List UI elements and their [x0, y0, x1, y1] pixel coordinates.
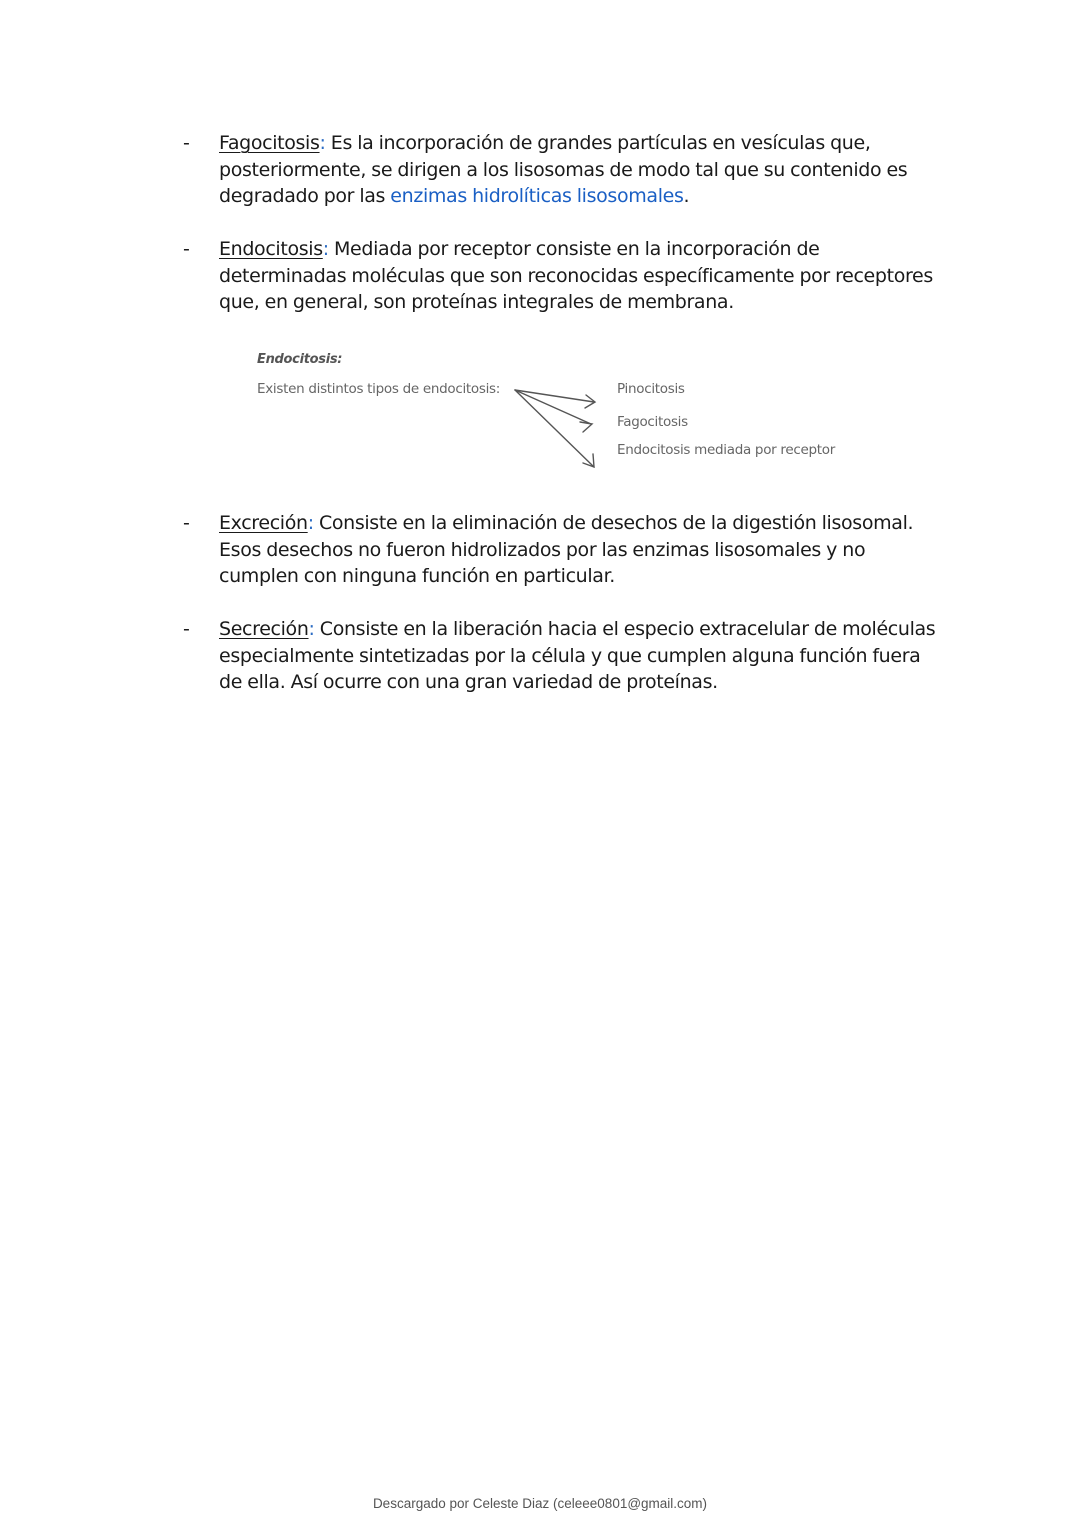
term-endocitosis: Endocitosis [219, 238, 323, 260]
term-excrecion: Excreción [219, 512, 308, 534]
term-colon: : [308, 618, 315, 640]
figure-title: Endocitosis: [257, 352, 343, 367]
figure-option-endocitosis-receptor: Endocitosis mediada por receptor [617, 442, 835, 458]
download-footer: Descargado por Celeste Diaz (celeee0801@gmail.com) [372, 1496, 708, 1511]
enzimas-link[interactable]: enzimas hidrolíticas lisosomales [390, 185, 684, 207]
list-item-body [219, 510, 941, 590]
term-fagocitosis: Fagocitosis [219, 132, 320, 154]
figure-subtitle: Existen distintos tipos de endocitosis: [257, 381, 501, 397]
term-colon: : [307, 512, 314, 534]
item-text: Consiste en la liberación hacia el especio extracelular de moléculas especialmente sintetizadas por la célula y que cumplen alguna función fuera de ella. Así ocurre con una gran variedad de proteínas. [219, 618, 936, 693]
term-colon: : [319, 132, 326, 154]
figure-option-pinocitosis: Pinocitosis [617, 381, 685, 397]
term-secrecion: Secreción [219, 618, 309, 640]
list-dash: - [183, 618, 190, 640]
item-text: Mediada por receptor consiste en la incorporación de determinadas moléculas que son reconocidas específicamente por receptores que, en general, son proteínas integrales de membrana. [219, 238, 933, 313]
list-dash: - [183, 512, 190, 534]
list-dash: - [183, 132, 190, 154]
endocitosis-figure [250, 346, 870, 476]
figure-option-fagocitosis: Fagocitosis [617, 414, 688, 430]
item-text-end: . [683, 185, 690, 207]
list-item-body [219, 236, 941, 316]
term-colon: : [322, 238, 329, 260]
item-text: Es la incorporación de grandes partículas en vesículas que, posteriormente, se dirigen a los lisosomas de modo tal que su contenido es degradado por las [219, 132, 908, 207]
list-item-body [219, 616, 941, 696]
list-item-body [219, 130, 941, 210]
list-dash: - [183, 238, 190, 260]
item-text: Consiste en la eliminación de desechos de la digestión lisosomal. Esos desechos no fueron hidrolizados por las enzimas lisosomales y no cumplen con ninguna función en particular. [219, 512, 914, 587]
